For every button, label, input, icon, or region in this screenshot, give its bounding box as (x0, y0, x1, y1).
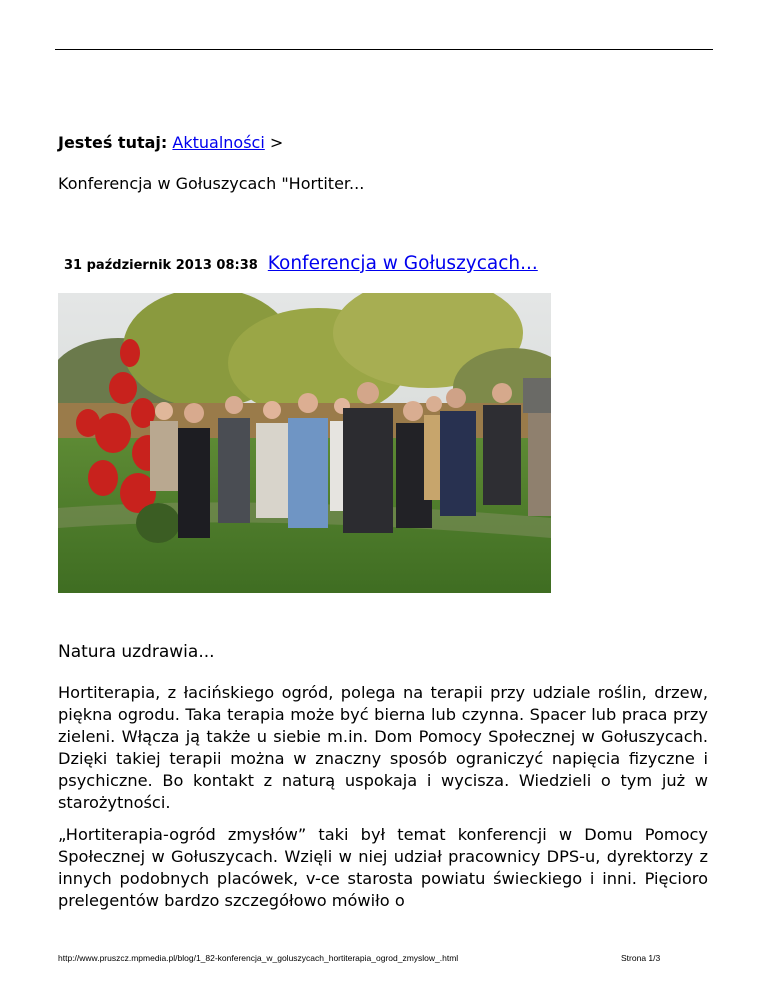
article-paragraph-2: „Hortiterapia-ogród zmysłów” taki był temat konferencji w Domu Pomocy Społecznej w Gołuszycach. Wzięli w niej udział pracownicy DPS-u, dyrektorzy z innych podobnych placówek, v-ce starosta powiatu świeckiego i inni. Pięcioro prelegentów bardzo szczegółowo mówiło o (58, 825, 708, 910)
breadcrumb (58, 132, 283, 154)
article-photo (58, 293, 551, 593)
header-rule (55, 49, 713, 50)
current-page-title: Konferencja w Gołuszycach "Hortiter... (58, 174, 365, 193)
breadcrumb-separator: > (269, 133, 284, 152)
article-paragraph-1: Hortiterapia, z łacińskiego ogród, polega na terapii przy udziale roślin, drzew, piękna ogrodu. Taka terapia może być bierna lub czynna. Spacer lub praca przy zieleni. Włącza ją także u siebie m.in. Dom Pomocy Społecznej w Gołuszycach. Dzięki takiej terapii można w znaczny sposób ograniczyć napięcia fizyczne i psychiczne. Bo kontakt z naturą uspokaja i wycisza. Wiedzieli o tym już w starożytności. (58, 683, 708, 812)
breadcrumb-link-aktualnosci[interactable]: Aktualności (172, 133, 265, 152)
article-title-link[interactable]: Konferencja w Gołuszycach... (267, 253, 538, 274)
article-subtitle: Natura uzdrawia... (58, 642, 215, 662)
breadcrumb-label: Jesteś tutaj: (58, 133, 168, 152)
article-meta (64, 253, 538, 274)
article-date: 31 październik 2013 08:38 (64, 258, 258, 273)
footer-page-number: Strona 1/3 (621, 953, 661, 963)
footer-url: http://www.pruszcz.mpmedia.pl/blog/1_82-konferencja_w_goluszycach_hortiterapia_ogrod_zmyslow_.html (58, 953, 459, 963)
